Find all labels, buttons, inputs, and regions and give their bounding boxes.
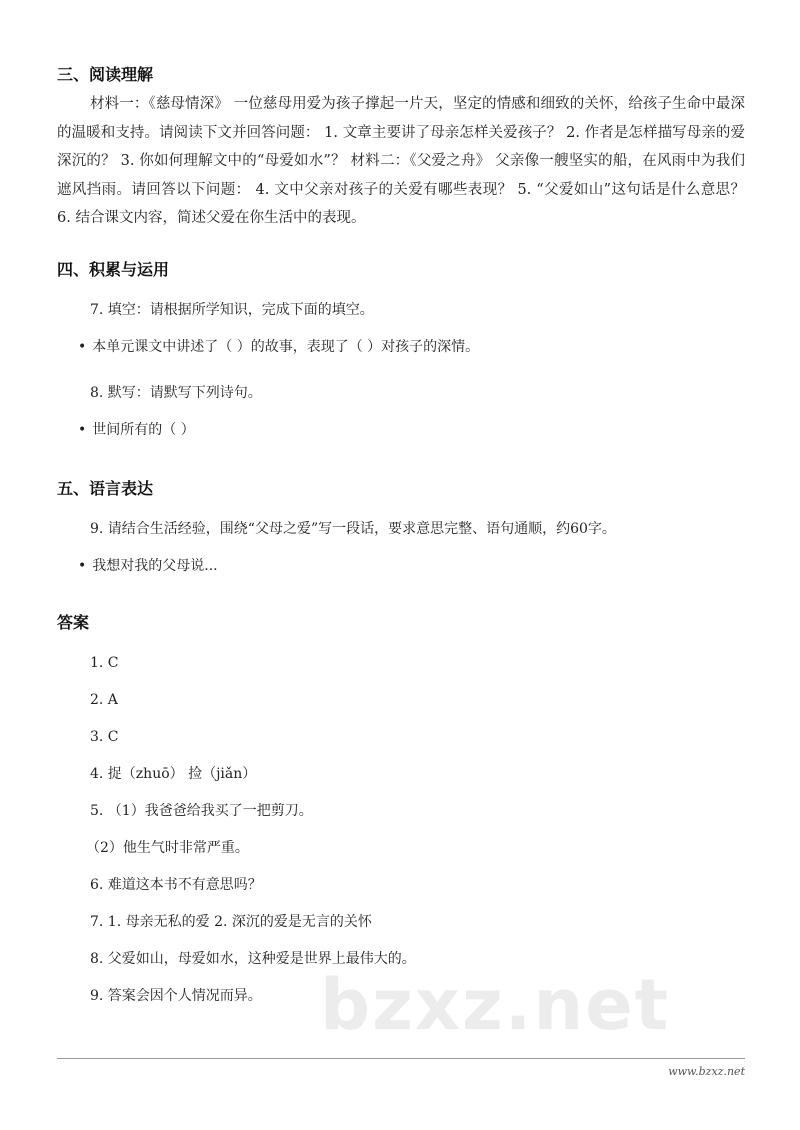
- answer-text: 1. C: [90, 654, 119, 671]
- question-7-bullet: • 本单元课文中讲述了（ ）的故事，表现了（ ）对孩子的深情。: [78, 337, 745, 357]
- question-8-bullet: • 世间所有的（ ）: [78, 420, 745, 440]
- question-9: 9. 请结合生活经验，围绕“父母之爱”写一段话，要求意思完整、语句通顺，约60字。: [90, 520, 616, 537]
- section-heading-reading: 三、阅读理解: [57, 65, 154, 84]
- reading-paragraph: 材料一：《慈母情深》 一位慈母用爱为孩子撑起一片天，坚定的情感和细致的关怀，给孩子生命中最深的温暖和支持。请阅读下文并回答问题： 1. 文章主要讲了母亲怎样关爱孩子？ 2. 作者是怎样描写母亲的爱深沉的？ 3. 你如何理解文中的“母爱如水”？ 材料二：《父爱之舟》 父亲像一艘坚实的船，在风雨中为我们遮风挡雨。请回答以下问题： 4. 文中父亲对孩子的关爱有哪些表现？ 5. “父爱如山”这句话是什么意思？ 6. 结合课文内容，简述父爱在你生活中的表现。: [57, 96, 745, 226]
- answer-item: [90, 727, 745, 747]
- answer-text: 3. C: [90, 728, 119, 745]
- answer-text: （2）他生气时非常严重。: [86, 839, 249, 856]
- answer-item: [90, 949, 745, 969]
- footer-divider: [57, 1058, 745, 1059]
- answer-item: [90, 875, 745, 895]
- answers-heading: 答案: [57, 612, 90, 632]
- answer-text: 6. 难道这本书不有意思吗？: [90, 876, 262, 893]
- question-9-bullet: • 我想对我的父母说...: [78, 556, 745, 576]
- answer-item: [90, 801, 745, 821]
- answer-text: 4. 捉（zhuō） 捡（jiǎn）: [90, 765, 257, 782]
- answer-text: 7. 1. 母亲无私的爱 2. 深沉的爱是无言的关怀: [90, 913, 372, 930]
- footer-url: www.bzxz.net: [668, 1064, 745, 1078]
- answer-item: [90, 690, 745, 710]
- answer-item: [90, 764, 745, 784]
- watermark: bzxz.net: [320, 963, 671, 1046]
- answer-item: [86, 838, 745, 858]
- section-heading-expression: 五、语言表达: [57, 478, 154, 498]
- answer-text: 9. 答案会因个人情况而异。: [90, 987, 262, 1004]
- answer-text: 8. 父爱如山，母爱如水，这种爱是世界上最伟大的。: [90, 950, 416, 967]
- answer-text: 2. A: [90, 691, 118, 708]
- answer-item: [90, 653, 745, 673]
- answer-item: [90, 963, 745, 1046]
- question-8: 8. 默写：请默写下列诗句。: [90, 384, 262, 401]
- answer-item: [90, 912, 745, 932]
- answer-text: 5. （1）我爸爸给我买了一把剪刀。: [90, 802, 313, 819]
- question-7: 7. 填空：请根据所学知识，完成下面的填空。: [90, 301, 374, 318]
- section-heading-accumulation: 四、积累与运用: [57, 259, 170, 279]
